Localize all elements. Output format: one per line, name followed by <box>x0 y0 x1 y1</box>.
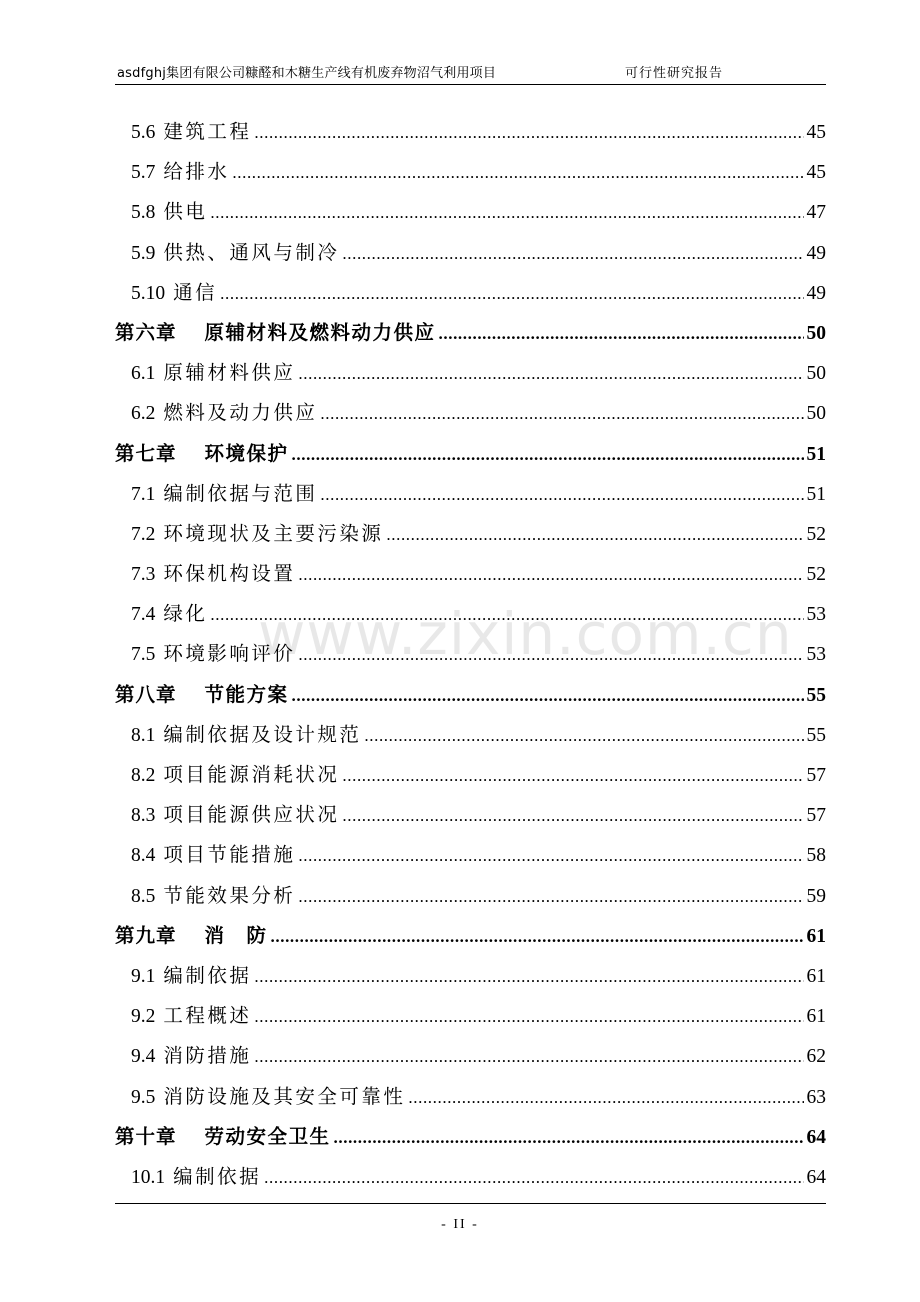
toc-dot-leader <box>320 394 803 434</box>
toc-entry-page: 55 <box>806 724 826 746</box>
toc-entry-page: 62 <box>806 1046 826 1068</box>
toc-section-entry[interactable] <box>115 634 826 674</box>
toc-entry-page: 61 <box>806 965 826 987</box>
toc-chapter-entry[interactable] <box>115 1117 826 1157</box>
toc-chapter-entry[interactable] <box>115 675 826 715</box>
toc-entry-page: 47 <box>806 202 826 224</box>
toc-section-entry[interactable] <box>115 353 826 393</box>
toc-section-entry[interactable] <box>115 233 826 273</box>
toc-section-entry[interactable] <box>115 273 826 313</box>
toc-entry-page: 64 <box>806 1126 826 1148</box>
toc-entry-page: 51 <box>806 443 826 465</box>
toc-section-entry[interactable] <box>115 876 826 916</box>
toc-dot-leader <box>439 314 804 354</box>
toc-entry-page: 64 <box>806 1166 826 1188</box>
toc-entry-number: 8.3 <box>131 805 156 827</box>
toc-dot-leader <box>298 555 803 595</box>
toc-chapter-entry[interactable] <box>115 434 826 474</box>
toc-entry-page: 61 <box>806 925 826 947</box>
toc-entry-page: 57 <box>806 765 826 786</box>
toc-section-entry[interactable] <box>115 192 826 232</box>
toc-entry-number: 9.5 <box>131 1086 156 1108</box>
toc-section-entry[interactable] <box>115 715 826 755</box>
toc-dot-leader <box>342 234 803 274</box>
toc-dot-leader <box>298 836 803 876</box>
toc-section-entry[interactable] <box>115 956 826 996</box>
toc-entry-title: 绿化 <box>163 602 208 626</box>
toc-entry-title: 编制依据 <box>163 963 252 987</box>
toc-entry-page: 58 <box>806 845 826 867</box>
toc-entry-number: 第十章 <box>115 1126 177 1148</box>
toc-section-entry[interactable] <box>115 474 826 514</box>
toc-entry-number: 第七章 <box>115 443 177 465</box>
toc-dot-leader <box>298 877 803 917</box>
toc-entry-page: 53 <box>806 644 826 666</box>
toc-entry-title: 建筑工程 <box>163 120 252 143</box>
header-report-type: 可行性研究报告 <box>625 66 724 81</box>
toc-dot-leader <box>342 796 803 836</box>
toc-entry-number: 8.2 <box>131 765 156 786</box>
toc-entry-number: 7.1 <box>131 483 156 505</box>
toc-entry-title: 消防设施及其安全可靠性 <box>163 1084 406 1108</box>
toc-entry-page: 59 <box>806 885 826 907</box>
toc-section-entry[interactable] <box>115 755 826 795</box>
toc-entry-number: 6.2 <box>131 403 156 425</box>
toc-entry-title: 原辅材料及燃料动力供应 <box>204 320 436 344</box>
toc-dot-leader <box>320 475 803 515</box>
toc-entry-title: 劳动安全卫生 <box>204 1124 331 1148</box>
toc-section-entry[interactable] <box>115 514 826 554</box>
toc-entry-number: 8.4 <box>131 845 156 867</box>
toc-entry-title: 给排水 <box>163 160 230 184</box>
toc-entry-number: 10.1 <box>131 1166 166 1188</box>
toc-entry-number: 5.8 <box>131 202 156 224</box>
toc-entry-title: 环境现状及主要污染源 <box>163 521 384 545</box>
toc-dot-leader <box>271 917 804 957</box>
toc-dot-leader <box>334 1118 804 1158</box>
toc-dot-leader <box>342 756 803 796</box>
toc-dot-leader <box>408 1078 803 1118</box>
toc-entry-title: 消防措施 <box>163 1044 252 1068</box>
toc-entry-number: 5.10 <box>131 282 166 304</box>
toc-entry-title: 编制依据及设计规范 <box>163 722 362 746</box>
toc-dot-leader <box>254 997 803 1037</box>
toc-entry-number: 第六章 <box>115 322 177 344</box>
toc-entry-title: 原辅材料供应 <box>163 361 296 385</box>
toc-entry-title: 供热、通风与制冷 <box>163 240 340 264</box>
toc-entry-page: 52 <box>806 523 826 545</box>
toc-dot-leader <box>264 1158 803 1198</box>
toc-entry-page: 50 <box>806 363 826 385</box>
toc-entry-title: 环保机构设置 <box>163 562 296 586</box>
toc-entry-number: 第九章 <box>115 925 177 947</box>
toc-entry-title: 供电 <box>163 200 208 224</box>
toc-section-entry[interactable] <box>115 1077 826 1117</box>
toc-section-entry[interactable] <box>115 152 826 192</box>
toc-section-entry[interactable] <box>115 112 826 152</box>
table-of-contents <box>115 112 826 1197</box>
page-header <box>115 64 826 85</box>
toc-section-entry[interactable] <box>115 1036 826 1076</box>
toc-dot-leader <box>254 957 803 997</box>
watermark: www.zixin.com.cn <box>258 600 793 668</box>
toc-dot-leader <box>386 515 803 555</box>
toc-entry-number: 9.1 <box>131 965 156 987</box>
toc-entry-page: 49 <box>806 282 826 304</box>
toc-entry-page: 57 <box>806 805 826 827</box>
toc-entry-page: 63 <box>806 1086 826 1108</box>
toc-entry-title: 环境影响评价 <box>163 642 296 666</box>
toc-entry-number: 9.4 <box>131 1046 156 1068</box>
toc-entry-page: 50 <box>806 322 826 344</box>
toc-section-entry[interactable] <box>115 393 826 433</box>
toc-entry-number: 5.6 <box>131 122 156 143</box>
toc-entry-page: 45 <box>806 162 826 184</box>
toc-entry-title: 节能方案 <box>204 682 289 706</box>
toc-entry-number: 7.5 <box>131 644 156 666</box>
toc-entry-number: 7.4 <box>131 604 156 626</box>
toc-chapter-entry[interactable] <box>115 916 826 956</box>
header-project-title: asdfghj集团有限公司糠醛和木糖生产线有机废弃物沼气利用项目 <box>117 66 497 81</box>
footer-page-number: - II - <box>441 1217 479 1232</box>
toc-entry-title: 项目能源消耗状况 <box>163 763 340 786</box>
toc-entry-number: 7.3 <box>131 564 156 586</box>
toc-entry-page: 53 <box>806 604 826 626</box>
toc-section-entry[interactable] <box>115 554 826 594</box>
toc-entry-page: 52 <box>806 564 826 586</box>
toc-entry-title: 燃料及动力供应 <box>163 401 318 425</box>
toc-entry-title: 通信 <box>173 280 218 304</box>
toc-dot-leader <box>210 595 803 635</box>
toc-entry-number: 7.2 <box>131 523 156 545</box>
toc-entry-title: 消 防 <box>204 923 268 947</box>
toc-dot-leader <box>298 635 803 675</box>
toc-section-entry[interactable] <box>115 594 826 634</box>
toc-dot-leader <box>298 354 803 394</box>
toc-dot-leader <box>254 1037 803 1077</box>
toc-entry-title: 项目节能措施 <box>163 843 296 867</box>
toc-dot-leader <box>292 435 804 475</box>
toc-entry-number: 5.7 <box>131 162 156 184</box>
toc-entry-number: 6.1 <box>131 363 156 385</box>
toc-entry-number: 8.5 <box>131 885 156 907</box>
toc-entry-page: 45 <box>806 122 826 143</box>
toc-dot-leader <box>292 676 804 716</box>
toc-entry-title: 项目能源供应状况 <box>163 803 340 827</box>
toc-entry-number: 8.1 <box>131 724 156 746</box>
toc-entry-page: 49 <box>806 242 826 264</box>
toc-section-entry[interactable] <box>115 795 826 835</box>
toc-chapter-entry[interactable] <box>115 313 826 353</box>
toc-dot-leader <box>210 193 803 233</box>
toc-entry-title: 节能效果分析 <box>163 883 296 907</box>
toc-entry-page: 50 <box>806 403 826 425</box>
toc-entry-title: 环境保护 <box>204 441 289 465</box>
toc-entry-title: 工程概述 <box>163 1004 252 1028</box>
footer-divider <box>115 1203 826 1204</box>
toc-entry-page: 51 <box>806 483 826 505</box>
toc-entry-page: 55 <box>806 684 826 706</box>
toc-entry-number: 5.9 <box>131 242 156 264</box>
toc-dot-leader <box>232 153 803 193</box>
toc-section-entry[interactable] <box>115 996 826 1036</box>
toc-dot-leader <box>254 113 803 153</box>
toc-entry-number: 第八章 <box>115 684 177 706</box>
toc-dot-leader <box>220 274 803 314</box>
toc-section-entry[interactable] <box>115 835 826 875</box>
toc-section-entry[interactable] <box>115 1157 826 1197</box>
toc-entry-title: 编制依据与范围 <box>163 481 318 505</box>
toc-entry-page: 61 <box>806 1006 826 1028</box>
toc-dot-leader <box>364 716 803 756</box>
toc-entry-number: 9.2 <box>131 1006 156 1028</box>
toc-entry-title: 编制依据 <box>173 1164 262 1188</box>
